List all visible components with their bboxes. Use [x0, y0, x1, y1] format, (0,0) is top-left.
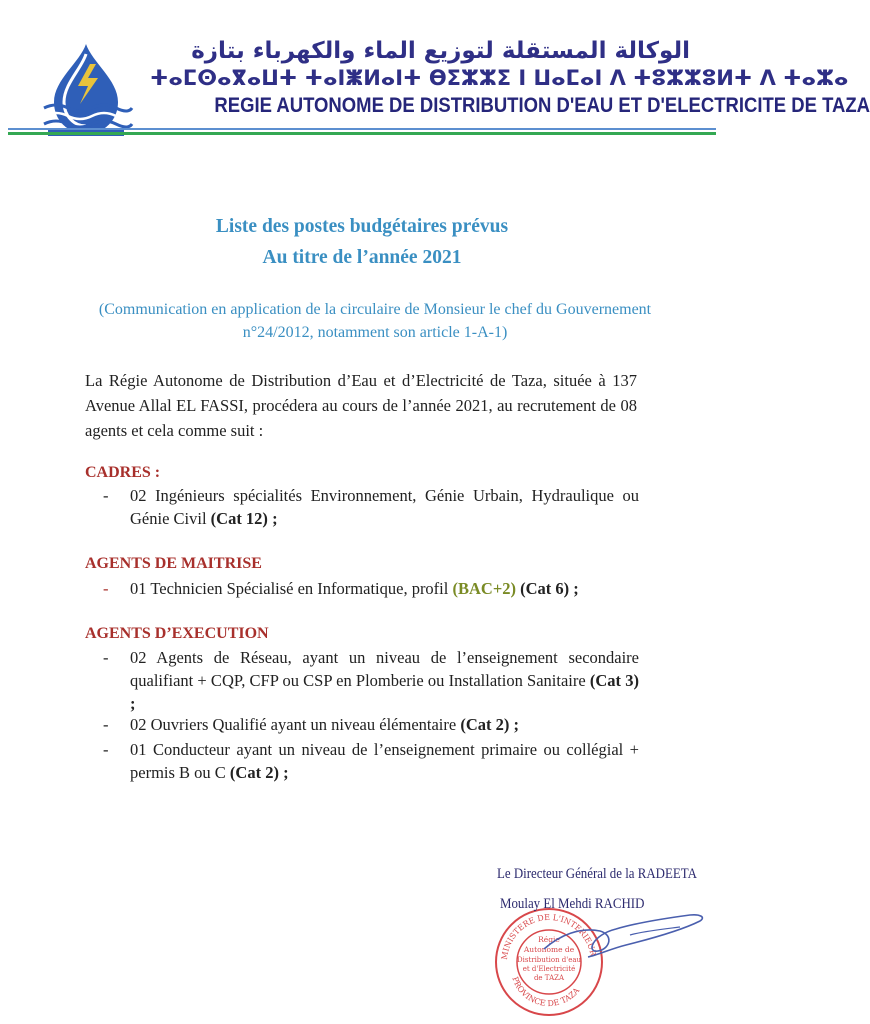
list-item: [103, 646, 639, 715]
svg-text:MINISTERE DE L'INTERIEUR: MINISTERE DE L'INTERIEUR: [499, 912, 598, 961]
list-bullet: -: [103, 648, 109, 667]
company-name-arabic: الوكالة المستقلة لتوزيع الماء والكهرباء بتازة: [191, 38, 690, 64]
stamp-text-line: de TAZA: [533, 974, 565, 982]
item-text: 02 Ouvriers Qualifié ayant un niveau élémentaire: [130, 715, 461, 734]
stamp-text-line: Régie: [538, 935, 560, 944]
category-label: (Cat 6): [520, 579, 570, 598]
category-label: (Cat 2): [229, 763, 279, 782]
stamp-text-line: et d'Electricité: [522, 965, 576, 973]
item-end: ;: [130, 694, 136, 713]
company-name-french: REGIE AUTONOME DE DISTRIBUTION D'EAU ET D'ELECTRICITE DE TAZA: [214, 93, 870, 117]
list-item: [103, 738, 639, 784]
signatory-title: Le Directeur Général de la RADEETA: [497, 866, 697, 882]
item-text: 02 Agents de Réseau, ayant un niveau de l’enseignement secondaire qualifiant + CQP, CFP ou CSP en Plomberie ou Installation Sanitaire: [130, 648, 639, 690]
signatory-name: Moulay El Mehdi RACHID: [500, 896, 645, 912]
category-label: (Cat 12): [210, 509, 268, 528]
item-end: ;: [509, 715, 519, 734]
radeeta-logo: [40, 40, 132, 138]
item-end: ;: [278, 763, 289, 782]
section-heading-cadres: CADRES :: [85, 464, 161, 481]
stamp-text-line: Autonome de: [523, 945, 575, 954]
list-bullet: -: [103, 579, 109, 598]
intro-paragraph: La Régie Autonome de Distribution d’Eau et d’Electricité de Taza, située à 137 Avenue Allal EL FASSI, procédera au cours de l’année 2021, au recrutement de 08 agents et cela comme suit :: [85, 371, 637, 440]
list-bullet: -: [103, 740, 109, 759]
document-title-line1: Liste des postes budgétaires prévus: [215, 216, 509, 237]
profile-label: (BAC+2): [452, 579, 516, 598]
section-heading-execution: AGENTS D’EXECUTION: [85, 625, 269, 642]
stamp-text-line: Distribution d'eau: [516, 956, 582, 964]
list-bullet: -: [103, 486, 109, 505]
item-end: ;: [569, 579, 579, 598]
company-name-tifinagh: ⵜⴰⵎⵙⴰⴳⴰⵡⵜ ⵜⴰⵏⵥⵍⴰⵏⵜ Ɵⵉⵣⵣⵉ ⵏ ⵡⴰⵎⴰⵏ ⴷ ⵜⵓⵣⵣⵓⵍⵜ ⴷ ⵜⴰⵣⴰ: [150, 66, 849, 90]
svg-text:PROVINCE DE TAZA: PROVINCE DE TAZA: [510, 975, 582, 1009]
item-text: 02 Ingénieurs spécialités Environnement, Génie Urbain, Hydraulique ou Génie Civil: [130, 486, 639, 528]
item-text: 01 Conducteur ayant un niveau de l’enseignement primaire ou collégial + permis B ou C: [130, 740, 639, 782]
list-item: [103, 577, 639, 600]
section-heading-maitrise: AGENTS DE MAITRISE: [85, 555, 262, 572]
list-bullet: -: [103, 715, 109, 734]
category-label: (Cat 3): [589, 671, 639, 690]
item-end: ;: [267, 509, 278, 528]
list-item: [103, 713, 639, 736]
header-rule-blue: [8, 128, 716, 130]
list-item: [103, 484, 639, 530]
document-title-line2: Au titre de l’année 2021: [262, 247, 462, 268]
category-label: (Cat 2): [460, 715, 510, 734]
document-subtitle: (Communication en application de la circulaire de Monsieur le chef du Gouvernement n°24/2012, notamment son article 1-A-1): [98, 301, 652, 341]
item-text: 01 Technicien Spécialisé en Informatique, profil: [130, 579, 453, 598]
header-rule-green: [8, 132, 716, 135]
handwritten-signature: [540, 905, 710, 965]
